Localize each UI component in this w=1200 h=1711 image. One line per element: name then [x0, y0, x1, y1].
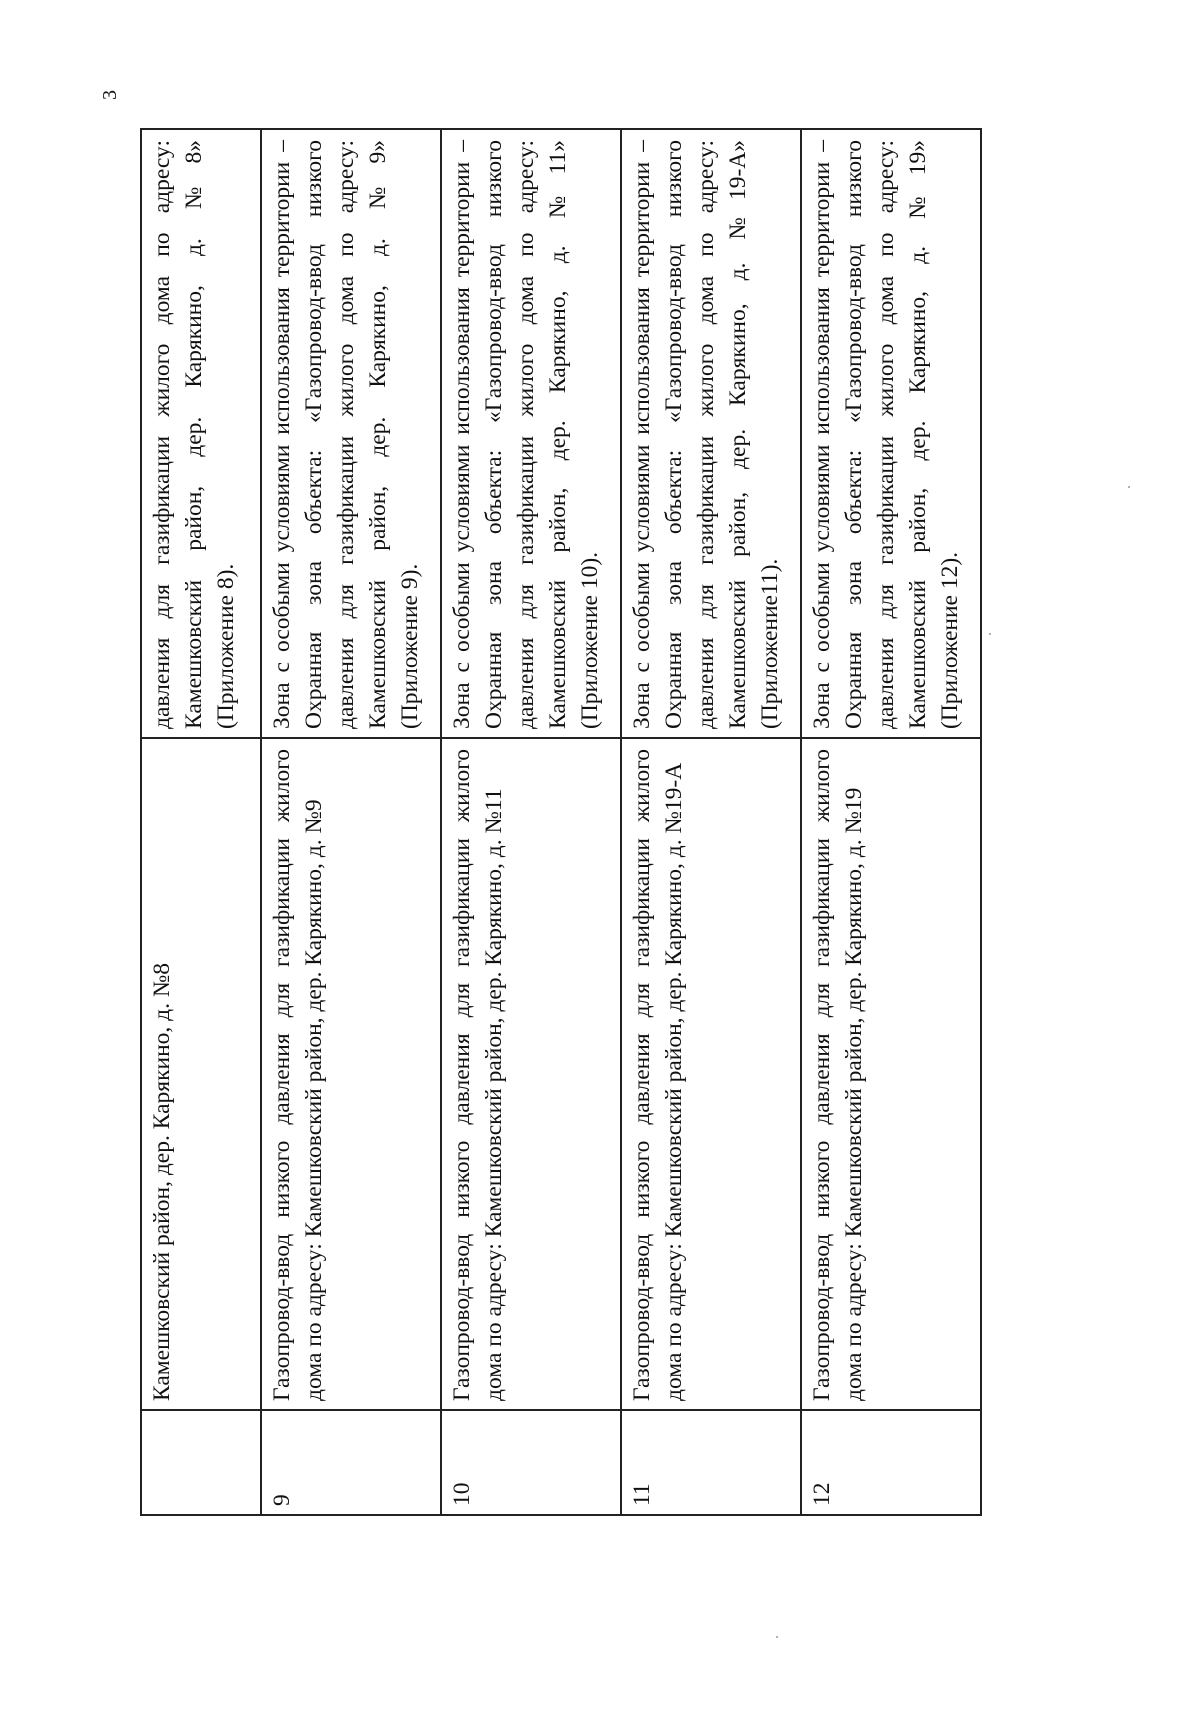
- zone-cell: Зона с особыми условиями использования территории – Охранная зона объекта: «Газопровод-ввод низкого давления для газификации жилого дома по адресу: Камешковский район, дер. Карякино, д. №11» (Приложение 10).: [441, 129, 621, 738]
- table-row: [441, 129, 621, 1515]
- row-number-cell: 12: [801, 1410, 981, 1515]
- scan-speck: [1128, 486, 1130, 488]
- row-number-cell: 11: [621, 1410, 801, 1515]
- scan-speck: [776, 1636, 778, 1638]
- table-row: [801, 129, 981, 1515]
- zone-cell: Зона с особыми условиями использования территории – Охранная зона объекта: «Газопровод-ввод низкого давления для газификации жилого дома по адресу: Камешковский район, дер. Карякино, д. №19-А» (Приложение11).: [621, 129, 801, 738]
- document-table-rotated: [140, 130, 980, 1516]
- object-cell: Газопровод-ввод низкого давления для газификации жилого дома по адресу: Камешковский район, дер. Карякино, д. №19-А: [621, 738, 801, 1410]
- object-cell: Камешковский район, дер. Карякино, д. №8: [141, 738, 261, 1410]
- object-cell: Газопровод-ввод низкого давления для газификации жилого дома по адресу: Камешковский район, дер. Карякино, д. №11: [441, 738, 621, 1410]
- object-cell: Газопровод-ввод низкого давления для газификации жилого дома по адресу: Камешковский район, дер. Карякино, д. №9: [261, 738, 441, 1410]
- zone-cell: Зона с особыми условиями использования территории – Охранная зона объекта: «Газопровод-ввод низкого давления для газификации жилого дома по адресу: Камешковский район, дер. Карякино, д. №9» (Приложение 9).: [261, 129, 441, 738]
- row-number-cell: 9: [261, 1410, 441, 1515]
- row-number-cell: 10: [441, 1410, 621, 1515]
- scan-speck: [989, 633, 991, 635]
- zone-cell: давления для газификации жилого дома по адресу: Камешковский район, дер. Карякино, д. №8» (Приложение 8).: [141, 129, 261, 738]
- table-row: [261, 129, 441, 1515]
- zone-cell: Зона с особыми условиями использования территории – Охранная зона объекта: «Газопровод-ввод низкого давления для газификации жилого дома по адресу: Камешковский район, дер. Карякино, д. №19» (Приложение 12).: [801, 129, 981, 738]
- row-number-cell: [141, 1410, 261, 1515]
- page-number: 3: [99, 90, 121, 100]
- table-row: [621, 129, 801, 1515]
- gas-pipeline-zones-table: [140, 128, 982, 1516]
- object-cell: Газопровод-ввод низкого давления для газификации жилого дома по адресу: Камешковский район, дер. Карякино, д. №19: [801, 738, 981, 1410]
- table-row: [141, 129, 261, 1515]
